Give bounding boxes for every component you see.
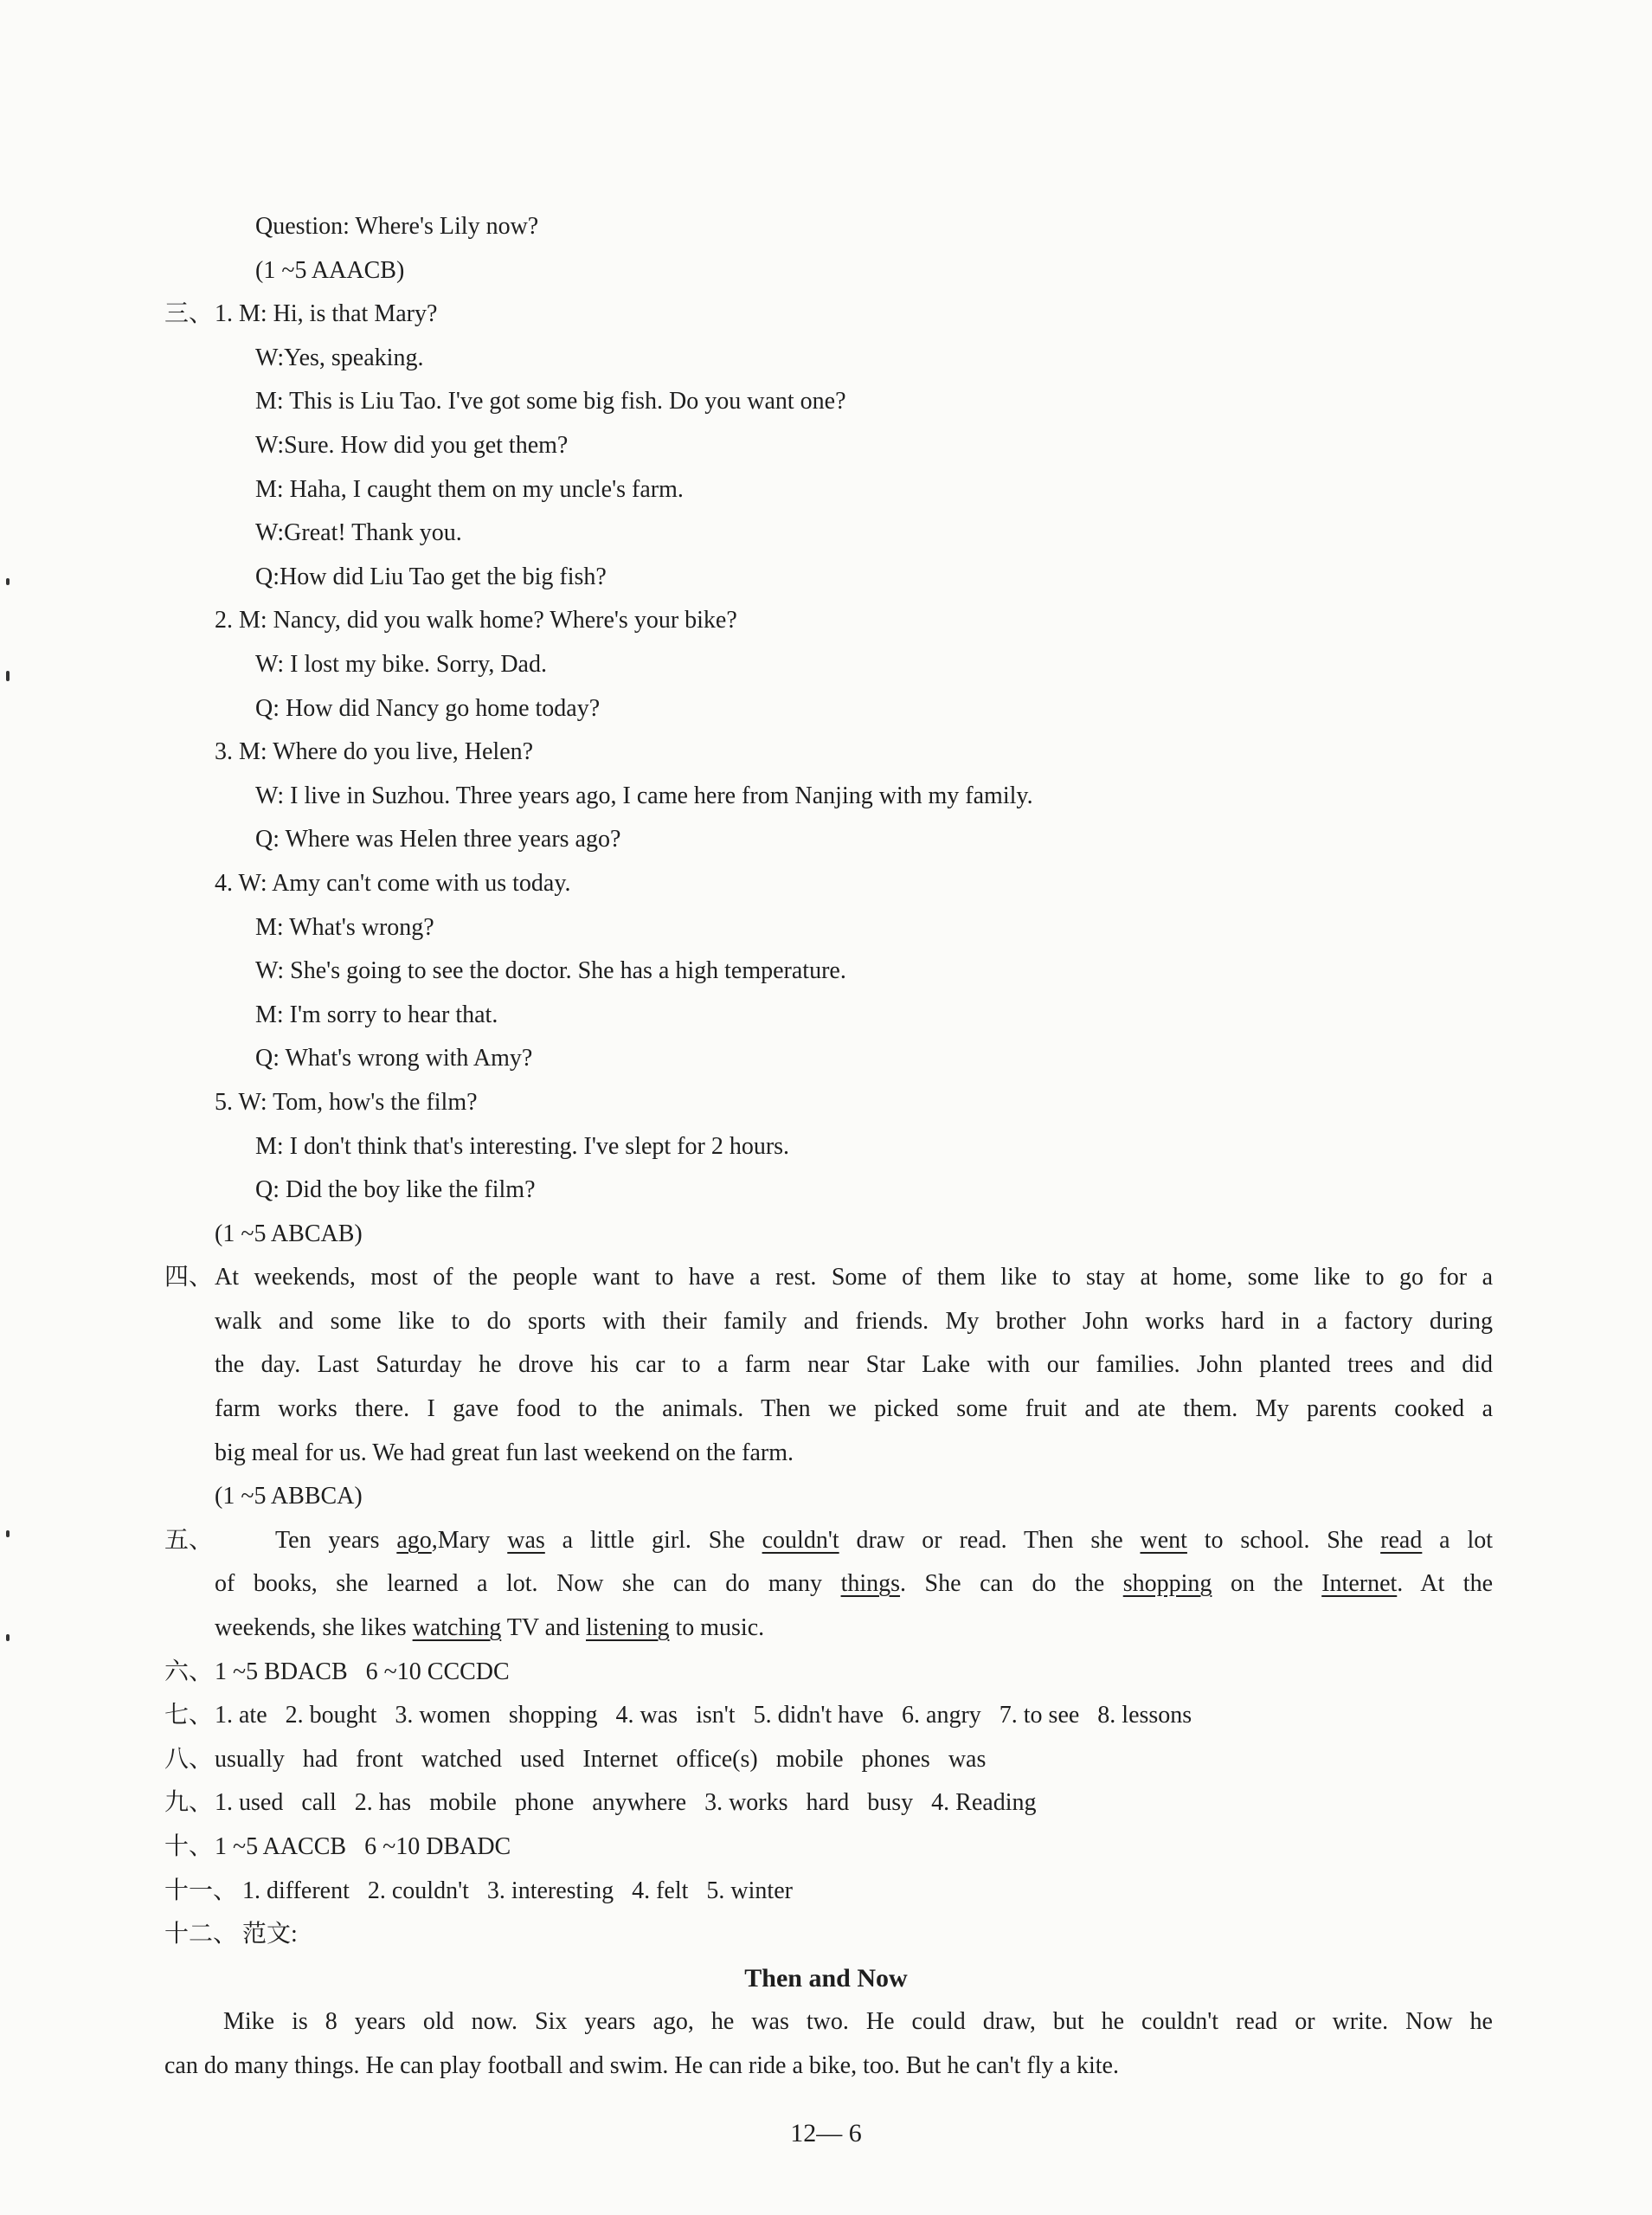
answer-line: (1 ~5 ABBCA): [215, 1483, 363, 1510]
section-4-line-1: 四、At weekends, most of the people want to have a rest. Some of them like to stay at home, some like to go for a: [164, 1256, 1493, 1299]
answer-line: (1 ~5 ABCAB): [215, 1220, 363, 1247]
section-marker: 五、: [164, 1527, 214, 1554]
margin-speck: [6, 578, 10, 585]
dialogue-line: 2. M: Nancy, did you walk home? Where's your bike?: [215, 607, 737, 634]
dialogue-line: Q: Did the boy like the film?: [255, 1176, 536, 1203]
margin-speck: [6, 671, 10, 681]
section-marker: 七、: [164, 1702, 214, 1729]
filled-blank: Internet: [1321, 1570, 1398, 1597]
section-7-answers: 七、1. ate 2. bought 3. women shopping 4. was isn't 5. didn't have 6. angry 7. to see 8. lessons: [164, 1694, 1192, 1737]
dialogue-line: Q: How did Nancy go home today?: [255, 695, 601, 722]
section-marker: 三、: [164, 300, 214, 327]
section-5-line-3: weekends, she likes watching TV and listening to music.: [215, 1614, 765, 1641]
dialogue-line: W: I lost my bike. Sorry, Dad.: [255, 651, 547, 678]
filled-blank: couldn't: [762, 1527, 839, 1554]
section-5-line-1: 五、 Ten years ago,Mary was a little girl. She couldn't draw or read. Then she went to school. She read a lot: [164, 1519, 1493, 1562]
dialogue-line: M: I don't think that's interesting. I've slept for 2 hours.: [255, 1133, 790, 1160]
dialogue-line: Q: What's wrong with Amy?: [255, 1045, 533, 1072]
section-marker: 十一、: [164, 1877, 238, 1904]
dialogue-line: W:Yes, speaking.: [255, 344, 424, 371]
paragraph-line: the day. Last Saturday he drove his car to a farm near Star Lake with our families. John planted trees and did: [215, 1351, 1493, 1378]
section-10-answers: 十、1 ~5 AACCB 6 ~10 DBADC: [164, 1825, 511, 1869]
filled-blank: went: [1140, 1527, 1187, 1554]
paragraph-line: farm works there. I gave food to the animals. Then we picked some fruit and ate them. My parents cooked a: [215, 1395, 1493, 1422]
dialogue-line: Q: Where was Helen three years ago?: [255, 826, 621, 853]
essay-line: can do many things. He can play football and swim. He can ride a bike, too. But he can't fly a kite.: [164, 2052, 1119, 2079]
filled-blank: listening: [586, 1614, 670, 1641]
dialogue-line: M: This is Liu Tao. I've got some big fish. Do you want one?: [255, 388, 846, 415]
dialogue-line: W: I live in Suzhou. Three years ago, I came here from Nanjing with my family.: [255, 782, 1033, 809]
section-3-line-1: 三、1. M: Hi, is that Mary?: [164, 293, 437, 336]
section-marker: 九、: [164, 1789, 214, 1816]
dialogue-line: M: What's wrong?: [255, 914, 434, 941]
dialogue-line: M: Haha, I caught them on my uncle's farm.: [255, 476, 684, 503]
section-12-heading: [164, 1913, 298, 1956]
section-11-answers: 十一、 1. different 2. couldn't 3. interesting 4. felt 5. winter: [164, 1870, 793, 1913]
filled-blank: was: [507, 1527, 545, 1554]
essay-line: Mike is 8 years old now. Six years ago, he was two. He could draw, but he couldn't read or write. Now he: [223, 2008, 1493, 2035]
model-essay-label: 范文:: [242, 1921, 298, 1948]
section-marker: 六、: [164, 1658, 214, 1685]
filled-blank: watching: [412, 1614, 502, 1641]
paragraph-line: big meal for us. We had great fun last weekend on the farm.: [215, 1439, 794, 1466]
section-6-answers: 六、1 ~5 BDACB 6 ~10 CCCDC: [164, 1651, 510, 1694]
filled-blank: ago: [396, 1527, 432, 1554]
dialogue-line: W:Great! Thank you.: [255, 519, 462, 546]
section-marker: 十、: [164, 1833, 214, 1860]
section-5-line-2: of books, she learned a lot. Now she can do many things. She can do the shopping on the Internet. At the: [215, 1570, 1493, 1597]
answer-line: (1 ~5 AAACB): [255, 257, 405, 284]
section-marker: 四、: [164, 1264, 214, 1291]
dialogue-line: W: She's going to see the doctor. She has a high temperature.: [255, 957, 846, 984]
dialogue-line: M: I'm sorry to hear that.: [255, 1001, 498, 1028]
paragraph-line: walk and some like to do sports with their family and friends. My brother John works hard in a factory during: [215, 1308, 1493, 1335]
margin-speck: [6, 1634, 10, 1641]
filled-blank: read: [1380, 1527, 1423, 1554]
page-number: 12— 6: [790, 2119, 862, 2147]
dialogue-line: W:Sure. How did you get them?: [255, 432, 569, 459]
filled-blank: shopping: [1122, 1570, 1212, 1597]
dialogue-line: 5. W: Tom, how's the film?: [215, 1089, 478, 1116]
margin-speck: [6, 1530, 10, 1537]
section-9-answers: 九、1. used call 2. has mobile phone anywhere 3. works hard busy 4. Reading: [164, 1781, 1036, 1825]
essay-title: Then and Now: [744, 1964, 908, 1993]
section-8-answers: 八、usually had front watched used Internet office(s) mobile phones was: [164, 1738, 986, 1781]
dialogue-line: 3. M: Where do you live, Helen?: [215, 738, 534, 765]
filled-blank: things: [840, 1570, 901, 1597]
section-marker: 八、: [164, 1746, 214, 1773]
dialogue-line: 4. W: Amy can't come with us today.: [215, 870, 571, 897]
dialogue-line: Q:How did Liu Tao get the big fish?: [255, 563, 607, 590]
section-marker: 十二、: [164, 1921, 238, 1948]
question-line: Question: Where's Lily now?: [255, 213, 539, 240]
